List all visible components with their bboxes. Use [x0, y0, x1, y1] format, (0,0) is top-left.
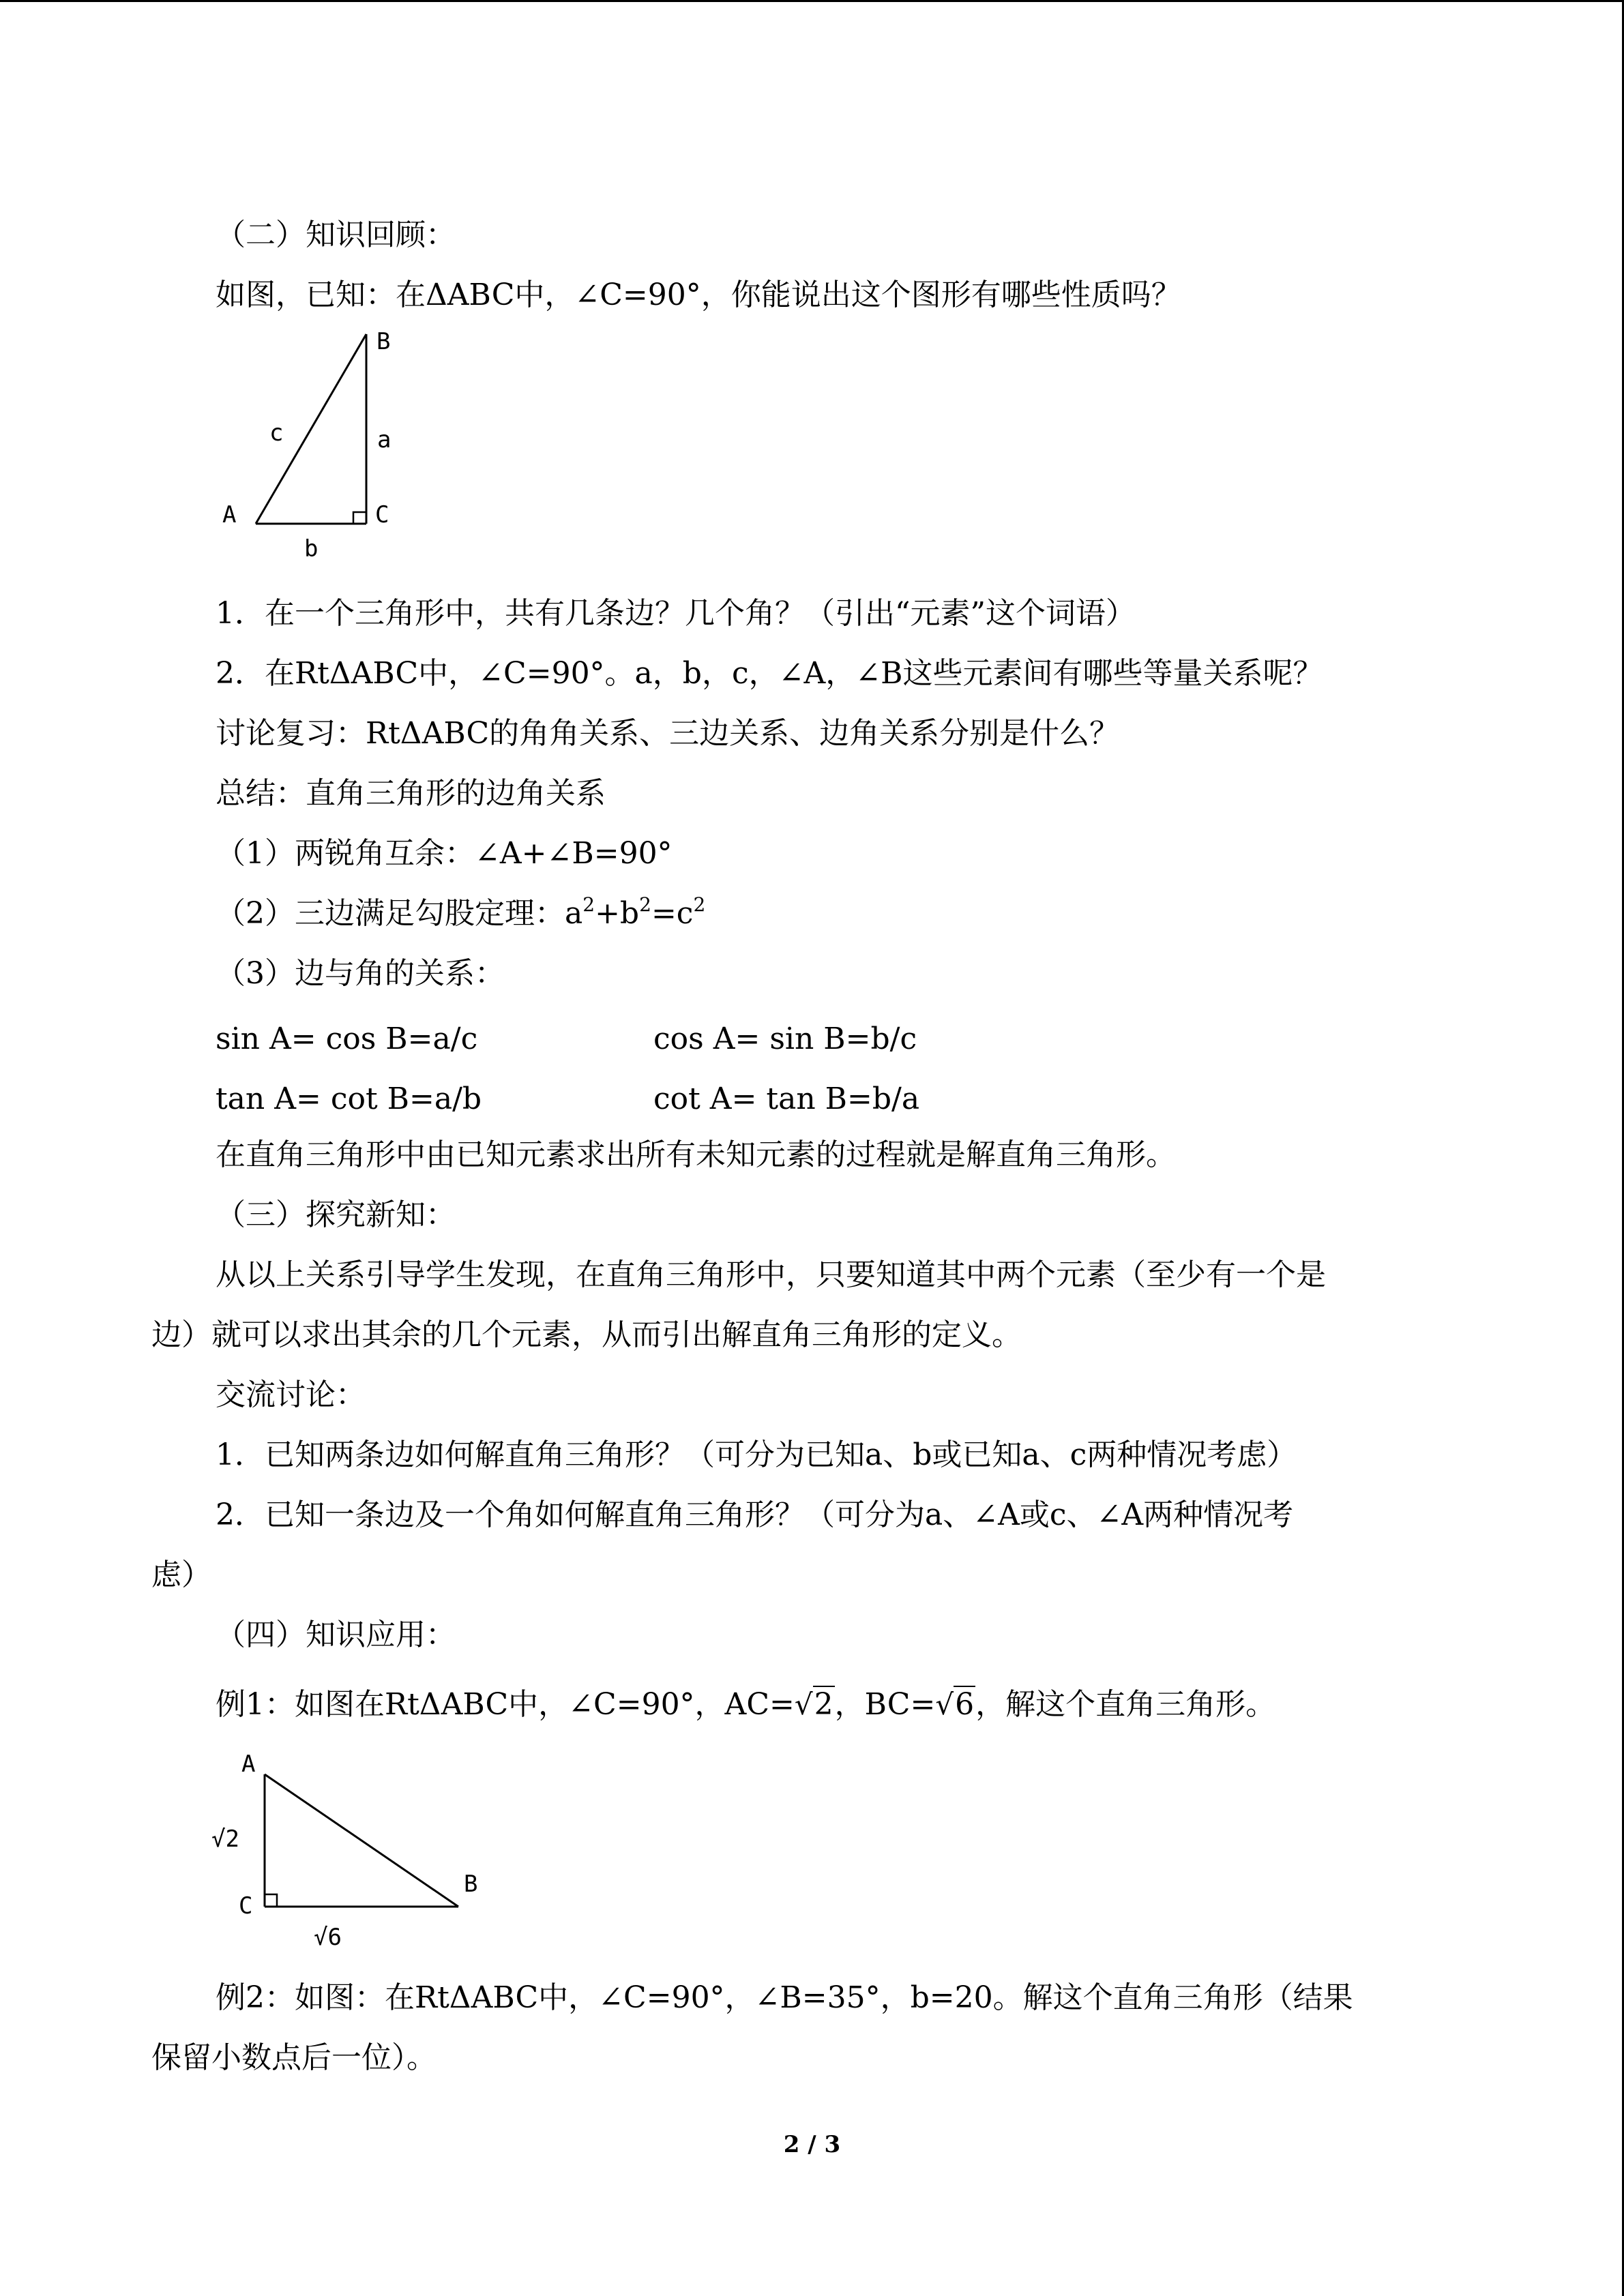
- vertex-label-B2: B: [464, 1870, 478, 1898]
- hypotenuse-ab: [265, 1774, 458, 1907]
- pythagoras-b: +b: [595, 896, 640, 931]
- formula-cot: cot A= tan B=b/a: [653, 1082, 920, 1116]
- example-1-suffix: ，解这个直角三角形。: [975, 1687, 1276, 1722]
- pythagoras-c: =c: [651, 896, 694, 931]
- section-heading-review: （二）知识回顾：: [216, 218, 456, 252]
- section-heading-apply: （四）知识应用：: [216, 1617, 456, 1652]
- discuss-heading: 交流讨论：: [216, 1377, 366, 1412]
- radical-sign: √: [794, 1688, 813, 1721]
- side-label-sqrt2: √2: [211, 1825, 239, 1853]
- exponent-c: 2: [693, 893, 706, 916]
- side-label-sqrt6: √6: [314, 1924, 342, 1951]
- example-2-line1: 例2：如图：在RtΔABC中，∠C=90°，∠B=35°，b=20。解这个直角三角形（结果: [216, 1980, 1353, 2015]
- exponent-a: 2: [582, 893, 595, 916]
- relation-pythagoras: [216, 893, 705, 934]
- relation-angles: （1）两锐角互余：∠A+∠B=90°: [216, 836, 673, 871]
- side-label-c: c: [269, 419, 284, 447]
- vertex-label-C: C: [375, 501, 389, 528]
- vertex-label-A: A: [222, 501, 237, 528]
- radicand-2: 2: [814, 1687, 833, 1722]
- discuss-item-2-line2: 虑）: [151, 1557, 211, 1592]
- example-2-line2: 保留小数点后一位）。: [151, 2040, 437, 2075]
- review-intro: 如图，已知：在ΔABC中，∠C=90°，你能说出这个图形有哪些性质吗？: [216, 278, 1181, 312]
- example-1-mid: ，BC=: [834, 1687, 936, 1722]
- section-heading-explore: （三）探究新知：: [216, 1197, 456, 1232]
- example-1: [216, 1684, 1275, 1725]
- discuss-item-2-line1: 2．已知一条边及一个角如何解直角三角形？（可分为a、∠A或c、∠A两种情况考: [216, 1497, 1294, 1532]
- right-angle-mark: [353, 512, 366, 524]
- relation-side-angle: （3）边与角的关系：: [216, 956, 505, 991]
- side-label-b: b: [304, 535, 319, 563]
- explore-paragraph-line1: 从以上关系引导学生发现，在直角三角形中，只要知道其中两个元素（至少有一个是: [216, 1257, 1326, 1292]
- definition: 在直角三角形中由已知元素求出所有未知元素的过程就是解直角三角形。: [216, 1137, 1176, 1172]
- formula-sin: sin A= cos B=a/c: [216, 1022, 478, 1056]
- top-border: [0, 0, 1624, 2]
- question-1: 1．在一个三角形中，共有几条边？几个角？（引出“元素”这个词语）: [216, 596, 1136, 631]
- discuss-item-1: 1．已知两条边如何解直角三角形？（可分为已知a、b或已知a、c两种情况考虑）: [216, 1437, 1297, 1472]
- right-angle-mark-2: [265, 1894, 277, 1907]
- page-number: 2 / 3: [783, 2131, 841, 2158]
- sqrt-2: [795, 1684, 835, 1725]
- pythagoras-a: （2）三边满足勾股定理：a: [216, 896, 583, 931]
- triangle-figure-1: [205, 320, 430, 566]
- side-label-a: a: [377, 426, 392, 453]
- triangle-figure-2: [198, 1739, 498, 1957]
- summary: 总结：直角三角形的边角关系: [216, 776, 606, 811]
- formula-tan: tan A= cot B=a/b: [216, 1082, 482, 1116]
- discussion-review: 讨论复习：RtΔABC的角角关系、三边关系、边角关系分别是什么？: [216, 716, 1120, 751]
- formula-cos: cos A= sin B=b/c: [653, 1022, 917, 1056]
- example-1-prefix: 例1：如图在RtΔABC中，∠C=90°，AC=: [216, 1687, 795, 1722]
- vertex-label-A2: A: [241, 1750, 256, 1778]
- vertex-label-C2: C: [239, 1892, 253, 1920]
- sqrt-6: [935, 1684, 975, 1725]
- explore-paragraph-line2: 边）就可以求出其余的几个元素，从而引出解直角三角形的定义。: [151, 1317, 1022, 1352]
- exponent-b: 2: [639, 893, 651, 916]
- vertex-label-B: B: [377, 328, 391, 355]
- question-2: 2．在RtΔABC中，∠C=90°。a，b，c，∠A，∠B这些元素间有哪些等量关系呢？: [216, 656, 1323, 691]
- radical-sign: √: [935, 1688, 954, 1721]
- radicand-6: 6: [955, 1687, 975, 1722]
